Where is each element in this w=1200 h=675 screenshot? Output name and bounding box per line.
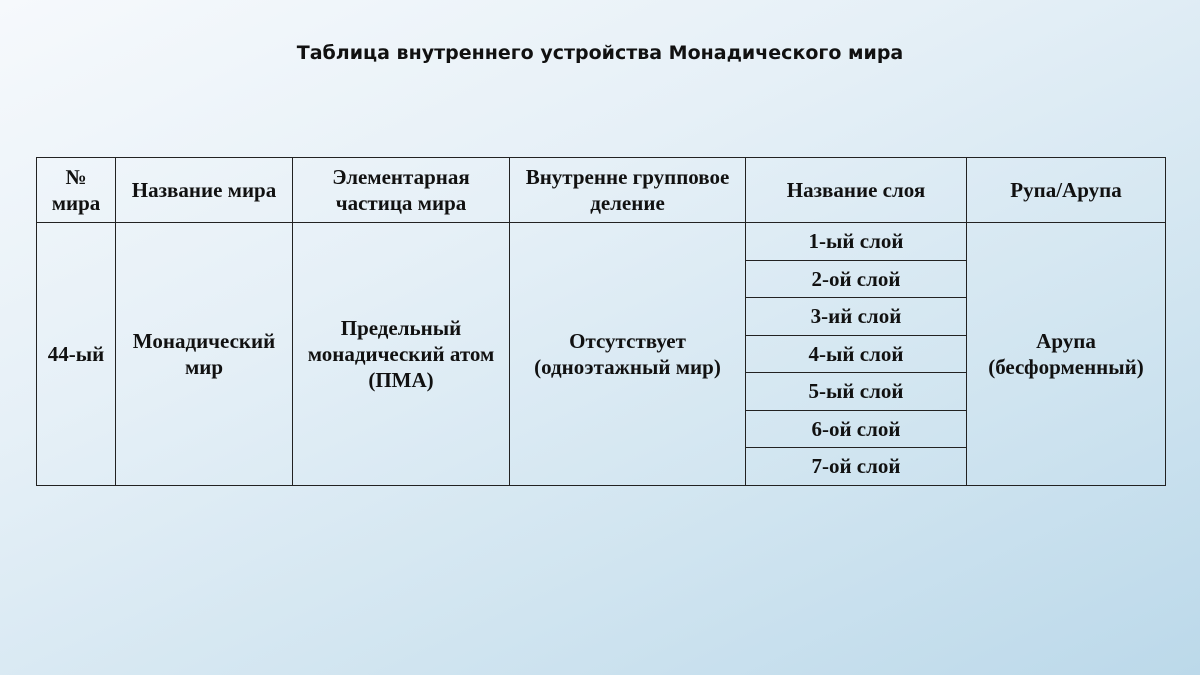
cell-particle: Предельный монадический атом (ПМА) <box>293 223 510 486</box>
header-number: № мира <box>37 158 116 223</box>
page-title: Таблица внутреннего устройства Монадического мира <box>296 42 904 64</box>
cell-layer: 6-ой слой <box>746 410 967 448</box>
header-name: Название мира <box>116 158 293 223</box>
world-table <box>36 157 1166 486</box>
cell-division: Отсутствует (одноэтажный мир) <box>510 223 746 486</box>
cell-layer: 4-ый слой <box>746 335 967 373</box>
cell-layer: 5-ый слой <box>746 373 967 411</box>
cell-number: 44-ый <box>37 223 116 486</box>
cell-rupa: Арупа (бесформенный) <box>967 223 1166 486</box>
header-row <box>37 158 1166 223</box>
cell-layer: 1-ый слой <box>746 223 967 261</box>
header-rupa: Рупа/Арупа <box>967 158 1166 223</box>
header-division: Внутренне групповое деление <box>510 158 746 223</box>
cell-name: Монадический мир <box>116 223 293 486</box>
cell-layer: 3-ий слой <box>746 298 967 336</box>
cell-layer: 2-ой слой <box>746 260 967 298</box>
cell-layer: 7-ой слой <box>746 448 967 486</box>
header-particle: Элементарная частица мира <box>293 158 510 223</box>
header-layer: Название слоя <box>746 158 967 223</box>
table-row <box>37 223 1166 261</box>
